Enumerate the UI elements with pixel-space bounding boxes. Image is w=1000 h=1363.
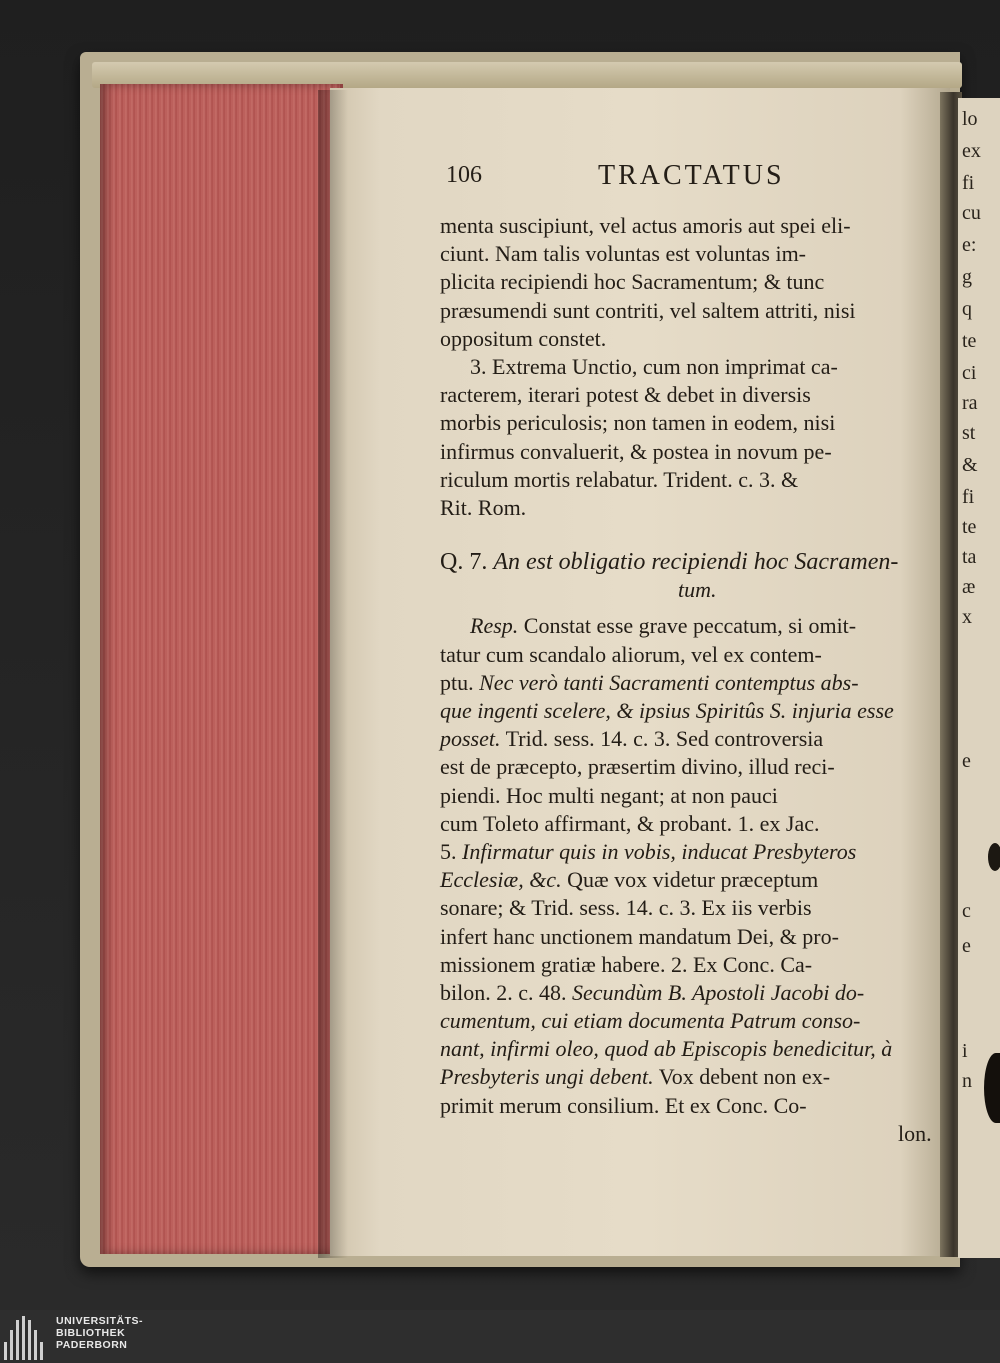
text-line	[440, 212, 960, 240]
question-heading	[440, 548, 960, 576]
facing-text-fragment: x	[962, 606, 972, 628]
facing-text-fragment: e	[962, 935, 971, 957]
line-text: 3. Extrema Unctio, cum non imprimat ca-	[470, 353, 838, 379]
facing-text-fragment: ci	[962, 362, 977, 384]
logo-bar	[34, 1330, 37, 1360]
facing-text-fragment: g	[962, 266, 972, 288]
text-line	[440, 466, 960, 494]
text-line	[440, 1035, 960, 1063]
line-text: præsumendi sunt contriti, vel saltem attriti, nisi	[440, 297, 856, 323]
line-text: Vox debent non ex-	[653, 1064, 831, 1090]
facing-text-fragment: ex	[962, 140, 981, 162]
facing-text-fragment: i	[962, 1040, 968, 1062]
italic-text: Presbyteris ungi debent.	[440, 1064, 654, 1090]
italic-text: Nec verò tanti Sacramenti contemptus abs-	[479, 669, 859, 695]
line-text: tatur cum scandalo aliorum, vel ex contem-	[440, 641, 822, 667]
facing-text-fragment: æ	[962, 576, 976, 598]
page-shadow	[318, 90, 348, 1258]
text-line	[440, 923, 960, 951]
line-text: piendi. Hoc multi negant; at non pauci	[440, 782, 778, 808]
italic-text: Secundùm B. Apostoli Jacobi do-	[572, 979, 865, 1005]
facing-text-fragment: c	[962, 900, 971, 922]
question-text: tum.	[678, 577, 717, 603]
line-text: sonare; & Trid. sess. 14. c. 3. Ex iis verbis	[440, 895, 812, 921]
italic-text: posset.	[440, 726, 501, 752]
library-logo-icon	[4, 1316, 46, 1360]
line-text: lon.	[898, 1120, 932, 1146]
text-line	[440, 725, 960, 753]
running-title: TRACTATUS	[598, 160, 785, 191]
line-text: ciunt. Nam talis voluntas est voluntas im-	[440, 241, 807, 267]
text-line	[440, 297, 960, 325]
page-number: 106	[446, 162, 482, 188]
line-text: 5.	[440, 838, 462, 864]
line-text: cum Toleto affirmant, & probant. 1. ex Jac.	[440, 810, 820, 836]
text-line	[440, 268, 960, 296]
red-page-edges	[100, 84, 343, 1254]
answer-label: Resp.	[470, 613, 519, 639]
text-line	[440, 325, 960, 353]
line-text: Quæ vox videtur præceptum	[561, 867, 819, 893]
facing-text-fragment: st	[962, 422, 976, 444]
text-line	[440, 753, 960, 781]
facing-text-fragment: n	[962, 1070, 972, 1092]
text-line	[440, 494, 960, 522]
line-text: oppositum constet.	[440, 325, 607, 351]
line-text: menta suscipiunt, vel actus amoris aut spei eli-	[440, 213, 851, 238]
page-header	[440, 160, 820, 194]
line-text: est de præcepto, præsertim divino, illud reci-	[440, 754, 835, 780]
text-line	[440, 838, 960, 866]
facing-text-fragment: &	[962, 454, 978, 476]
facing-text-fragment: te	[962, 330, 977, 352]
italic-text: Infirmatur quis in vobis, inducat Presbyteros	[462, 838, 857, 864]
italic-text: que ingenti scelere, & ipsius Spiritûs S. injuria esse	[440, 698, 894, 723]
facing-text-fragment: q	[962, 298, 972, 320]
facing-text-fragment: e:	[962, 234, 977, 256]
line-text: primit merum consilium. Et ex Conc. Co-	[440, 1092, 807, 1118]
line-text: morbis periculosis; non tamen in eodem, nisi	[440, 410, 836, 436]
text-line	[440, 1092, 960, 1120]
logo-bar	[22, 1316, 25, 1360]
library-name	[56, 1315, 143, 1351]
library-footer	[0, 1310, 1000, 1363]
text-line	[440, 240, 960, 268]
text-line	[440, 409, 960, 437]
logo-bar	[10, 1330, 13, 1360]
facing-text-fragment: fi	[962, 486, 975, 508]
page-body	[440, 212, 960, 1148]
line-text: Trid. sess. 14. c. 3. Sed controversia	[500, 726, 824, 752]
text-line	[440, 381, 960, 409]
line-text: Constat esse grave peccatum, si omit-	[518, 613, 857, 639]
logo-bar	[40, 1342, 43, 1360]
ink-mark	[988, 843, 1000, 871]
logo-bar	[16, 1320, 19, 1360]
text-line	[440, 641, 960, 669]
text-line	[440, 894, 960, 922]
facing-text-fragment: lo	[962, 108, 978, 130]
line-text: ptu.	[440, 669, 480, 695]
facing-text-fragment: te	[962, 516, 977, 538]
text-line	[440, 612, 960, 640]
question-label: Q. 7.	[440, 549, 488, 576]
italic-text: Ecclesiæ, &c.	[440, 867, 562, 893]
text-line	[440, 866, 960, 894]
ink-blot	[984, 1053, 1000, 1123]
text-line	[440, 1120, 960, 1148]
line-text: plicita recipiendi hoc Sacramentum; & tunc	[440, 269, 825, 295]
line-text: riculum mortis relabatur. Trident. c. 3. &	[440, 466, 799, 492]
text-line	[440, 438, 960, 466]
line-text: racterem, iterari potest & debet in diversis	[440, 382, 811, 408]
line-text: Rit. Rom.	[440, 494, 527, 520]
line-text: infert hanc unctionem mandatum Dei, & pro-	[440, 923, 839, 949]
text-line	[440, 810, 960, 838]
library-name-line: PADERBORN	[56, 1339, 128, 1351]
question-text: An est obligatio recipiendi hoc Sacramen-	[493, 549, 899, 576]
line-text: missionem gratiæ habere. 2. Ex Conc. Ca-	[440, 951, 813, 977]
italic-text: cumentum, cui etiam documenta Patrum conso-	[440, 1008, 861, 1034]
logo-bar	[28, 1320, 31, 1360]
text-line	[440, 782, 960, 810]
text-line	[440, 669, 960, 697]
question-continuation	[440, 576, 960, 604]
text-line	[440, 1063, 960, 1091]
text-line	[440, 353, 960, 381]
facing-text-fragment: ra	[962, 392, 978, 414]
italic-text: nant, infirmi oleo, quod ab Episcopis benedicitur, à	[440, 1036, 893, 1062]
facing-page	[958, 98, 1000, 1258]
library-name-line: UNIVERSITÄTS-	[56, 1315, 144, 1327]
facing-text-fragment: fi	[962, 172, 975, 194]
line-text: bilon. 2. c. 48.	[440, 979, 572, 1005]
facing-text-fragment: cu	[962, 202, 981, 224]
facing-text-fragment: e	[962, 750, 971, 772]
text-line	[440, 697, 960, 725]
logo-bar	[4, 1342, 7, 1360]
text-line	[440, 979, 960, 1007]
library-name-line: BIBLIOTHEK	[56, 1327, 126, 1339]
text-line	[440, 1007, 960, 1035]
facing-text-fragment: ta	[962, 546, 977, 568]
line-text: infirmus convaluerit, & postea in novum pe-	[440, 438, 832, 464]
text-line	[440, 951, 960, 979]
